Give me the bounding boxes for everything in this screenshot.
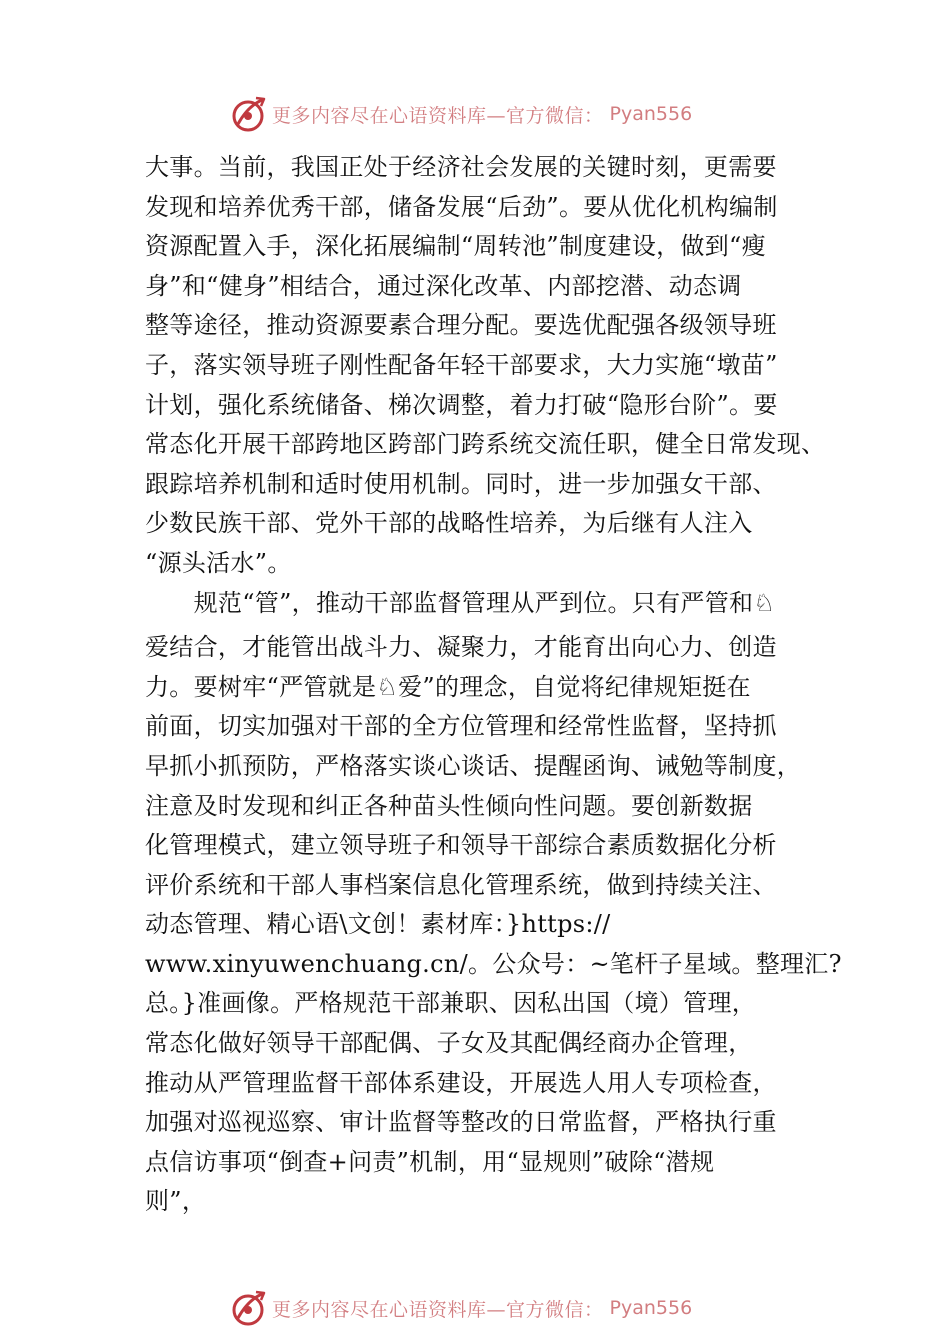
body-line: 总。}准画像。严格规范干部兼职、因私出国（境）管理， — [145, 989, 757, 1018]
header-banner — [228, 92, 692, 136]
body-line: 整等途径，推动资源要素合理分配。要选优配强各级领导班 — [145, 311, 777, 340]
body-line: 注意及时发现和纠正各种苗头性倾向性问题。要创新数据 — [145, 791, 753, 820]
document-body — [145, 148, 842, 1222]
body-line: 少数民族干部、党外干部的战略性培养，为后继有人注入 — [145, 509, 753, 538]
body-line: 则”， — [145, 1187, 207, 1216]
body-line: 爱结合，才能管出战斗力、凝聚力，才能育出向心力、创造 — [145, 633, 777, 662]
body-line: 规范“管”，推动干部监督管理从严到位。只有严管和♘ — [145, 588, 776, 617]
body-line: 发现和培养优秀干部，储备发展“后劲”。要从优化机构编制 — [145, 192, 778, 221]
body-line: www.xinyuwenchuang.cn/。公众号：~笔杆子星域。整理汇? — [145, 949, 842, 978]
footer-banner-text: 更多内容尽在心语资料库—官方微信： — [272, 1298, 604, 1321]
body-line: 推动从严管理监督干部体系建设，开展选人用人专项检查， — [145, 1068, 777, 1097]
body-line: 动态管理、精心语\文创！素材库：}https:// — [145, 910, 611, 939]
body-line: 力。要树牢“严管就是♘爱”的理念，自觉将纪律规矩挺在 — [145, 672, 751, 701]
footer-banner — [228, 1286, 692, 1330]
body-line: “源头活水”。 — [145, 548, 292, 577]
body-line: 点信访事项“倒查+问责”机制，用“显规则”破除“潜规 — [145, 1147, 715, 1176]
body-line: 加强对巡视巡察、审计监督等整改的日常监督，严格执行重 — [145, 1108, 777, 1137]
body-line: 前面，切实加强对干部的全方位管理和经常性监督，坚持抓 — [145, 712, 777, 741]
body-line: 身”和“健身”相结合，通过深化改革、内部挖潜、动态调 — [145, 271, 742, 300]
body-line: 大事。当前，我国正处于经济社会发展的关键时刻，更需要 — [145, 153, 777, 181]
header-banner-text: 更多内容尽在心语资料库—官方微信： — [272, 104, 604, 127]
footer-wechat-id: Pyan556 — [609, 1297, 693, 1319]
body-line: 常态化开展干部跨地区跨部门跨系统交流任职，健全日常发现、 — [145, 430, 826, 459]
body-line: 评价系统和干部人事档案信息化管理系统，做到持续关注、 — [145, 870, 777, 899]
body-line: 常态化做好领导干部配偶、子女及其配偶经商办企管理， — [145, 1029, 753, 1058]
body-line: 子，落实领导班子刚性配备年轻干部要求，大力实施“墩苗” — [145, 350, 778, 379]
body-line: 资源配置入手，深化拓展编制“周转池”制度建设，做到“瘦 — [145, 232, 766, 261]
body-line: 化管理模式，建立领导班子和领导干部综合素质数据化分析 — [145, 831, 777, 860]
body-line: 跟踪培养机制和适时使用机制。同时，进一步加强女干部、 — [145, 469, 777, 498]
brand-logo-icon — [228, 94, 268, 134]
body-line: 早抓小抓预防，严格落实谈心谈话、提醒函询、诫勉等制度， — [145, 751, 802, 780]
body-line: 计划，强化系统储备、梯次调整，着力打破“隐形台阶”。要 — [145, 390, 778, 419]
brand-logo-icon — [228, 1288, 268, 1328]
header-wechat-id: Pyan556 — [609, 103, 693, 125]
